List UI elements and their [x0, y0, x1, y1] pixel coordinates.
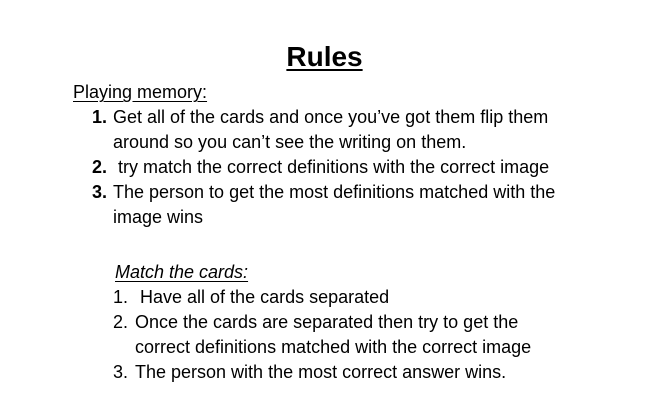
list-item-text [135, 360, 649, 385]
playing-memory-list [92, 105, 649, 230]
list-item-line: Have all of the cards separated [135, 287, 390, 307]
list-item-number: 2. [113, 312, 129, 332]
list-item [113, 360, 649, 385]
list-item-number: 2. [92, 157, 108, 177]
list-item [92, 105, 649, 155]
list-item [113, 285, 649, 310]
list-item-text [113, 180, 649, 230]
list-item [92, 155, 649, 180]
list-item [113, 310, 649, 360]
section-heading-match-the-cards: Match the cards: [115, 262, 249, 282]
list-item [92, 180, 649, 230]
page-title-text: Rules [286, 41, 363, 72]
list-item-line: around so you can’t see the writing on them. [113, 132, 467, 152]
list-item-line: Get all of the cards and once you’ve got them flip them [113, 107, 549, 127]
list-item-line: image wins [113, 207, 204, 227]
list-item-line: The person to get the most definitions matched with the [113, 182, 556, 202]
list-item-line: The person with the most correct answer wins. [135, 362, 507, 382]
list-item-number: 3. [113, 362, 129, 382]
page-title [0, 0, 649, 72]
list-item-number: 3. [92, 182, 108, 202]
list-item-text [135, 285, 649, 310]
list-item-line: correct definitions matched with the correct image [135, 337, 532, 357]
section-heading-playing-memory: Playing memory: [73, 82, 208, 102]
list-item-line: try match the correct definitions with the correct image [113, 157, 550, 177]
list-item-text [135, 310, 649, 360]
list-item-line: Once the cards are separated then try to get the [135, 312, 519, 332]
list-item-text [113, 155, 649, 180]
list-item-text [113, 105, 649, 155]
match-the-cards-list [113, 285, 649, 385]
list-item-number: 1. [92, 107, 108, 127]
list-item-number: 1. [113, 287, 129, 307]
